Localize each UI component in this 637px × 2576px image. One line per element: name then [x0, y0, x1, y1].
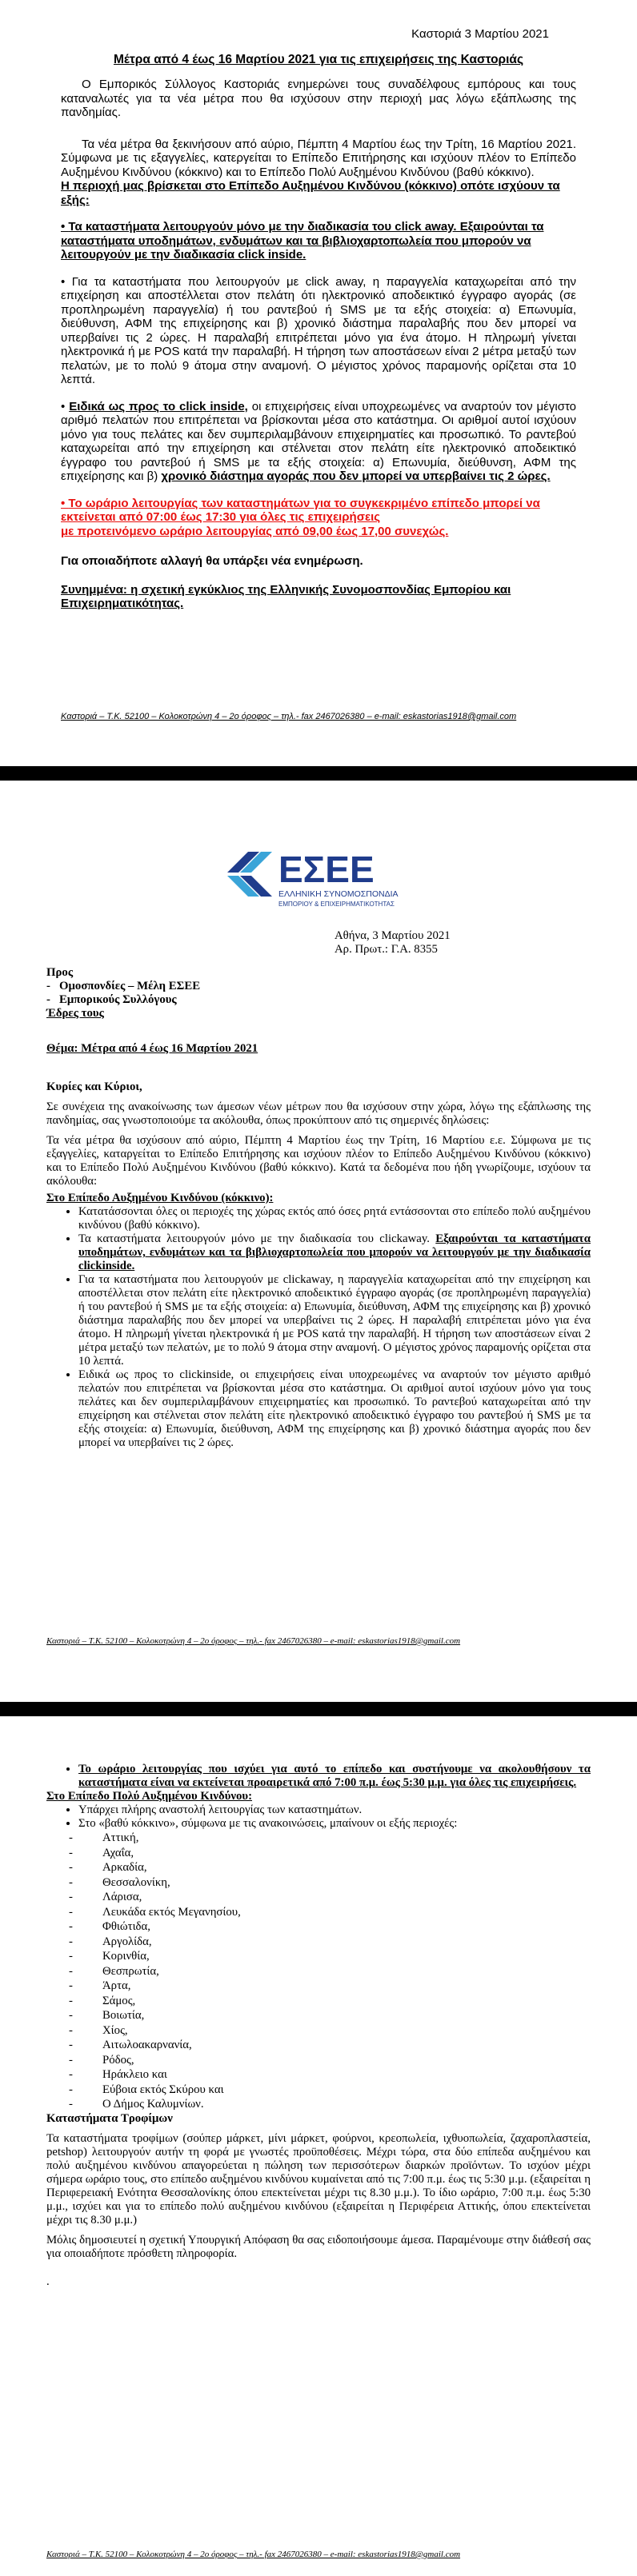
- page1-attached: Συνημμένα: η σχετική εγκύκλιος της Ελληνικής Συνομοσπονδίας Εμπορίου και Επιχειρηματικότητας.: [61, 582, 511, 610]
- page2-p2: Τα νέα μέτρα θα ισχύσουν από αύριο, Πέμπτη 4 Μαρτίου έως την Τρίτη, 16 Μαρτίου ε.ε. Σύμφωνα με τις εξαγγελίες, καταργείται το Επίπεδο Επιτήρησης και ισχύουν πλέον το Επίπεδο Αυξημένου Κινδύνου (κόκκινο) και το Επίπεδο Πολύ Αυξημένου Κινδύνου (βαθύ κόκκινο). Κατά τα δεδομένα που ήδη γνωρίζουμε, ισχύουν τα ακόλουθα:: [46, 1134, 591, 1188]
- region-item: - Κορινθία,: [102, 1949, 591, 1964]
- list-item: • Κατατάσσονται όλες οι περιοχές της χώρας εκτός από όσες ρητά εντάσσονται στο επίπεδο πολύ αυξημένου κινδύνου (βαθύ κόκκινο).: [78, 1205, 591, 1232]
- trailing-dot: .: [46, 2274, 50, 2288]
- list-item: • Τα καταστήματα λειτουργούν μόνο με την διαδικασία του clickaway. Εξαιρούνται τα καταστήματα υποδημάτων, ενδυμάτων και τα βιβλιοχαρτοπωλεία που μπορούν να λειτουργούν με την διαδικασία clickinside.: [78, 1232, 591, 1273]
- regions-list: [46, 1831, 591, 2112]
- region-item: - Σάμος,: [102, 1994, 591, 2009]
- region-item: - Λάρισα,: [102, 1890, 591, 1905]
- logo-text: ΕΣΕΕ: [278, 849, 375, 890]
- region-item: - Αιτωλοακαρνανία,: [102, 2038, 591, 2053]
- list-item: • Στο «βαθύ κόκκινο», σύμφωνα με τις ανακοινώσεις, μπαίνουν οι εξής περιοχές:: [78, 1817, 591, 1831]
- bullet-dot: •: [61, 274, 72, 289]
- page1-updates: Για οποιαδήποτε αλλαγή θα υπάρξει νέα ενημέρωση.: [61, 554, 363, 568]
- page1-title: Μέτρα από 4 έως 16 Μαρτίου 2021 για τις επιχειρήσεις της Καστοριάς: [113, 52, 524, 66]
- logo-sub1: ΕΛΛΗΝΙΚΗ ΣΥΝΟΜΟΣΠΟΝΔΙΑ: [278, 889, 399, 899]
- page1-date: Καστοριά 3 Μαρτίου 2021: [411, 27, 549, 41]
- recipient-1: - Ομοσπονδίες – Μέλη ΕΣΕΕ: [46, 980, 201, 992]
- level-list: [46, 1205, 591, 1450]
- list-item: • Για τα καταστήματα που λειτουργούν με clickaway, η παραγγελία καταχωρείται από την επιχείρηση και αποστέλλεται στον πελάτη είτε ηλεκτρονικό αποδεικτικό έγγραφο αγοράς (σε προπληρωμένη παραγγελία) ή του ραντεβού ή SMS με τα εξής στοιχεία: α) Επωνυμία, διεύθυνση, ΑΦΜ της επιχείρησης και β) χρονικό διάστημα παραλαβής που δεν μπορεί να υπερβαίνει τις 2 ώρες. Η παραλαβή επιτρέπεται μόνο για ένα άτομο. Η πληρωμή γίνεται ηλεκτρονικά ή με POS κατά την παραλαβή. Η τήρηση των αποστάσεων είναι 2 μέτρα μεταξύ των πελατών, με το πολύ 9 άτομα στην αναμονή. Ο μέγιστος χρόνος παραμονής ορίζεται στα 10 λεπτά.: [78, 1273, 591, 1368]
- hours-list: [46, 1763, 591, 1790]
- page3-footer: Καστοριά – Τ.Κ. 52100 – Κολοκοτρώνη 4 – 2ο όροφος – τηλ.- fax 2467026380 – e-mail: eskastorias1918@gmail.com: [46, 2550, 461, 2559]
- page2-p1: Σε συνέχεια της ανακοίνωσης των άμεσων νέων μέτρων που θα ισχύσουν στην χώρα, λόγω της εξάπλωσης της πανδημίας, σας γνωστοποιούμε τα ακόλουθα, όπως προκύπτουν από τις σημερινές δηλώσεις:: [46, 1100, 591, 1127]
- recipient-2: - Εμπορικούς Συλλόγους: [46, 993, 177, 1006]
- page1-region-heading: Η περιοχή μας βρίσκεται στο Επίπεδο Αυξημένου Κινδύνου (κόκκινο) οπότε ισχύουν τα εξής:: [61, 179, 560, 207]
- logo-swoosh-icon: [227, 852, 272, 897]
- page1-bullet3: • Ειδικά ως προς το click inside, οι επιχειρήσεις είναι υποχρεωμένες να αναρτούν τον μέγιστο αριθμό πελατών που επιτρέπεται να βρίσκονται μέσα στο κατάστημα. Οι αριθμοί αυτοί ισχύουν μόνο για τους πελάτες και δεν συμπεριλαμβάνουν επιχειρηματίες και προσωπικό. Το ραντεβού καταχωρείται από την επιχείρηση και στέλνεται στον πελάτη είτε ηλεκτρονικό αποδεικτικό έγγραφο του ραντεβού ή SMS με τα εξής στοιχεία: α) Επωνυμία, διεύθυνση, ΑΦΜ της επιχείρησης και β) χρονικό διάστημα αγοράς που δεν μπορεί να υπερβαίνει τις 2 ώρες.: [61, 399, 577, 483]
- deep-heading: Στο Επίπεδο Πολύ Αυξημένου Κινδύνου:: [46, 1790, 253, 1803]
- region-item: - Αττική,: [102, 1831, 591, 1846]
- logo-sub2: ΕΜΠΟΡΙΟΥ & ΕΠΙΧΕΙΡΗΜΑΤΙΚΟΤΗΤΑΣ: [278, 901, 395, 908]
- page1-footer: Καστοριά – Τ.Κ. 52100 – Κολοκοτρώνη 4 – 2ο όροφος – τηλ.- fax 2467026380 – e-mail: eskastorias1918@gmail.com: [61, 712, 517, 721]
- list-item: • Ειδικά ως προς το clickinside, οι επιχειρήσεις είναι υποχρεωμένες να αναρτούν τον μέγιστο αριθμό πελατών που επιτρέπεται να βρίσκονται μέσα στο κατάστημα. Οι αριθμοί αυτοί ισχύουν μόνο για τους πελάτες και δεν συμπεριλαμβάνουν επιχειρηματίες και προσωπικό. Το ραντεβού καταχωρείται από την επιχείρηση και στέλνεται στον πελάτη είτε ηλεκτρονικό αποδεικτικό έγγραφο του ραντεβού ή SMS με τα εξής στοιχεία: α) Επωνυμία, διεύθυνση, ΑΦΜ της επιχείρησης και β) χρονικό διάστημα αγοράς που δεν μπορεί να υπερβαίνει τις 2 ώρες.: [78, 1368, 591, 1450]
- esee-logo: [221, 841, 437, 913]
- region-item: - Ηράκλειο και: [102, 2067, 591, 2083]
- region-item: - Θεσσαλονίκη,: [102, 1875, 591, 1891]
- page1-bullet1: • Τα καταστήματα λειτουργούν μόνο με την διαδικασία του click away. Εξαιρούνται τα καταστήματα υποδημάτων, ενδυμάτων και τα βιβλιοχαρτοπωλεία που μπορούν να λειτουργούν με την διαδικασία click inside.: [61, 220, 544, 262]
- region-item: - Θεσπρωτία,: [102, 1964, 591, 1979]
- region-item: - Χίος,: [102, 2023, 591, 2039]
- region-item: - Βοιωτία,: [102, 2008, 591, 2023]
- deep-list: [46, 1803, 591, 1831]
- page-3: [0, 1716, 637, 2576]
- page2-footer: Καστοριά – Τ.Κ. 52100 – Κολοκοτρώνη 4 – 2ο όροφος – τηλ.- fax 2467026380 – e-mail: eskastorias1918@gmail.com: [46, 1636, 461, 1646]
- bullet-dot: •: [61, 220, 69, 234]
- level-heading: Στο Επίπεδο Αυξημένου Κινδύνου (κόκκινο):: [46, 1192, 274, 1204]
- region-item: - Αχαΐα,: [102, 1846, 591, 1861]
- region-item: - Ρόδος,: [102, 2053, 591, 2068]
- region-item: - Εύβοια εκτός Σκύρου και: [102, 2083, 591, 2098]
- region-item: - Αρκαδία,: [102, 1860, 591, 1875]
- region-item: - Λευκάδα εκτός Μεγανησίου,: [102, 1905, 591, 1920]
- bullet-dot: •: [61, 496, 69, 510]
- region-item: - Αργολίδα,: [102, 1935, 591, 1950]
- food-heading: Καταστήματα Τροφίμων: [46, 2111, 173, 2125]
- region-item: - Άρτα,: [102, 1979, 591, 1994]
- list-item: • Υπάρχει πλήρης αναστολή λειτουργίας των καταστημάτων.: [78, 1803, 591, 1817]
- page2-date: Αθήνα, 3 Μαρτίου 2021: [335, 929, 451, 942]
- page-2: [0, 781, 637, 1702]
- closing-paragraph: Μόλις δημοσιευτεί η σχετική Υπουργική Απόφαση θα σας ειδοποιήσουμε άμεσα. Παραμένουμε στην διάθεσή σας για οποιαδήποτε πρόσθετη πληροφορία.: [46, 2233, 591, 2260]
- region-item: - Φθιώτιδα,: [102, 1919, 591, 1935]
- list-item: • Το ωράριο λειτουργίας που ισχύει για αυτό το επίπεδο και συστήνουμε να ακολουθήσουν τα καταστήματα είναι να εκτείνεται προαιρετικά από 7:00 π.μ. έως 5:30 μ.μ. για όλες τις επιχειρήσεις.: [78, 1763, 591, 1790]
- region-item: - Ο Δήμος Καλυμνίων.: [102, 2097, 591, 2112]
- page1-para2: Τα νέα μέτρα θα ξεκινήσουν από αύριο, Πέμπτη 4 Μαρτίου έως την Τρίτη, 16 Μαρτίου 2021. Σύμφωνα με τις εξαγγελίες, κατεργείται το Επίπεδο Επιτήρησης και ισχύουν πλέον το Επίπεδο Αυξημένου Κινδύνου (κόκκινο) και το Επίπεδο Πολύ Αυξημένου Κινδύνου (βαθύ κόκκινο).: [61, 137, 576, 179]
- page2-body: [46, 1071, 591, 1450]
- greeting: Κυρίες και Κύριοι,: [46, 1080, 142, 1093]
- recipient-3: Έδρες τους: [46, 1007, 104, 1020]
- page2-recipients: [46, 966, 200, 1020]
- bullet-dot: •: [61, 399, 70, 413]
- recipients-label: Προς: [46, 966, 74, 979]
- food-paragraph: Τα καταστήματα τροφίμων (σούπερ μάρκετ, μίνι μάρκετ, φούρνοι, κρεοπωλεία, ιχθυοπωλεία, ζαχαροπλαστεία, petshop) λειτουργούν αυτήν τη φορά με γνωστές προϋποθέσεις. Μέχρι τώρα, στα δύο επίπεδα αυξημένου και πολύ αυξημένου κινδύνου απαγορεύεται η πώληση των περισσότερων διαρκών προϊόντων. Το ισχύον μέχρι σήμερα ωράριο τους, στο επίπεδο αυξημένου κινδύνου κυμαίνεται από τις 7:00 π.μ. έως τις 5:30 μ.μ. (εξαιρείται η Περιφερειακή Ενότητα Θεσσαλονίκης όπου επεκτείνεται μέχρι τις 8.30 μ.μ.). Το ίδιο ωράριο, 7:00 π.μ. έως 5:30 μ.μ., ισχύει και για το επίπεδο πολύ αυξημένου κινδύνου (εξαιρείται η Περιφέρεια Αττικής, όπου επεκτείνεται μέχρι τις 8.30 μ.μ.): [46, 2131, 591, 2227]
- page1-red-note: • Το ωράριο λειτουργίας των καταστημάτων για το συγκεκριμένο επίπεδο μπορεί να εκτείνεται από 07:00 έως 17:30 για όλες τις επιχειρήσεις με προτεινόμενο ωράριο λειτουργίας από 09,00 έως 17,00 συνεχώς.: [61, 496, 540, 538]
- page2-subject: Θέμα: Μέτρα από 4 έως 16 Μαρτίου 2021: [46, 1042, 258, 1055]
- page1-bullet2: • Για τα καταστήματα που λειτουργούν με click away, η παραγγελία καταχωρείται από την επιχείρηση και αποστέλλεται στον πελάτη ότι ηλεκτρονικό αποδεικτικό έγγραφο αγοράς (σε προπληρωμένη παραγγελία) ή του ραντεβού ή SMS με τα εξής στοιχεία: α) Επωνυμία, διεύθυνση, ΑΦΜ της επιχείρησης και β) χρονικό διάστημα παραλαβής που δεν μπορεί να υπερβαίνει τις 2 ώρες. Η παραλαβή επιτρέπεται μόνο για ένα άτομο. Η πληρωμή γίνεται ηλεκτρονικά ή με POS κατά την παραλαβή. Η τήρηση των αποστάσεων είναι 2 μέτρα μεταξύ των πελατών, με το πολύ 9 άτομα στην αναμονή. Ο μέγιστος χρόνος παραμονής ορίζεται στα 10 λεπτά.: [61, 274, 576, 386]
- page-1: [0, 0, 637, 766]
- page1-intro: Ο Εμπορικός Σύλλογος Καστοριάς ενημερώνει τους συναδέλφους εμπόρους και τους καταναλωτές για τα νέα μέτρα που θα ισχύσουν στην περιοχή μας λόγω εξάπλωσης της πανδημίας.: [61, 78, 576, 119]
- page2-date-block: [335, 929, 451, 957]
- page2-protocol: Αρ. Πρωτ.: Γ.Α. 8355: [335, 943, 438, 956]
- page-separator: [0, 1702, 637, 1716]
- page3-body: [46, 1763, 591, 2289]
- page-separator: [0, 766, 637, 781]
